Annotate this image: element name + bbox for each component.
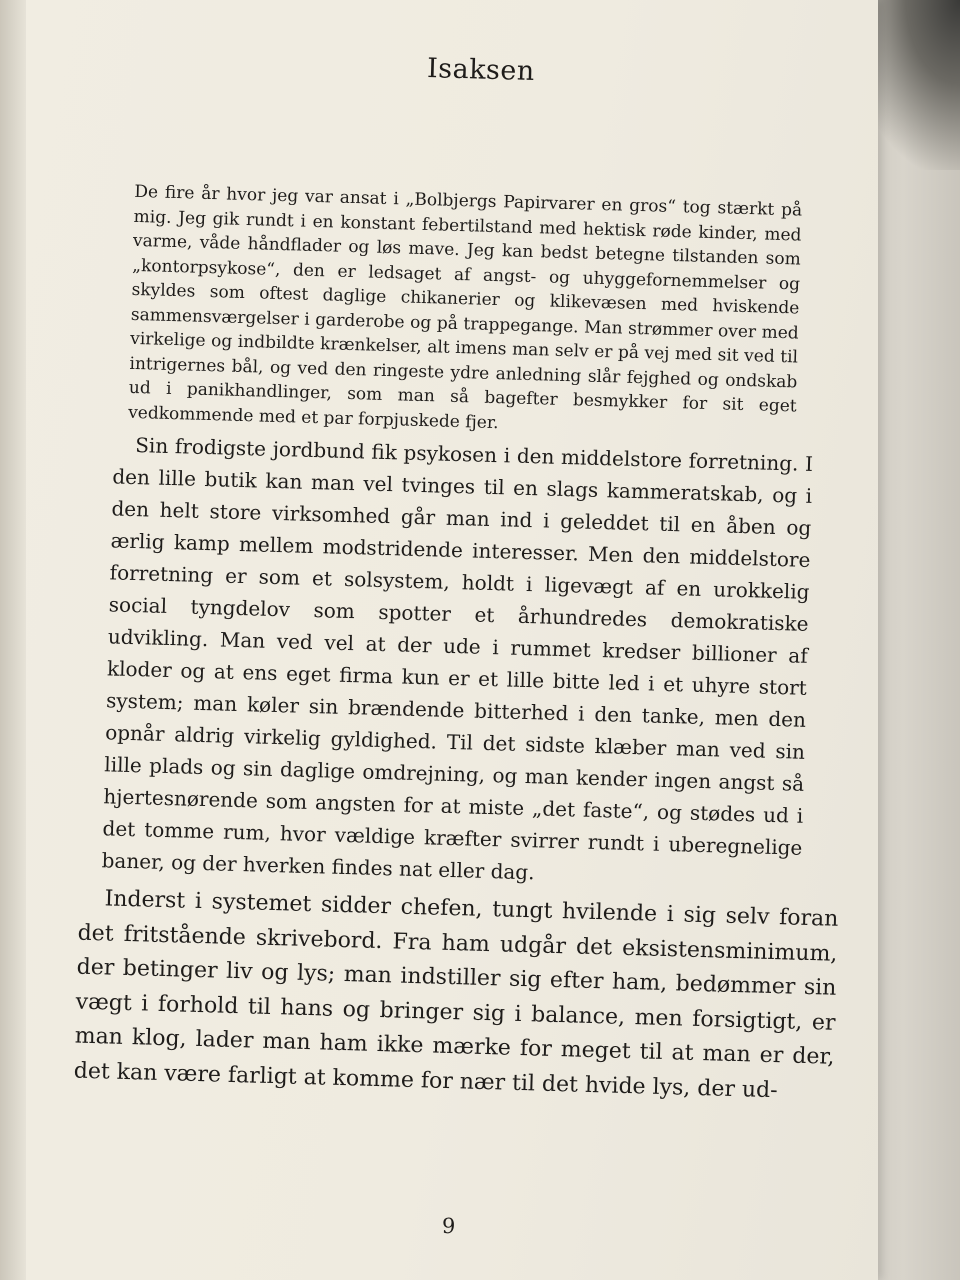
body-text <box>73 180 839 1108</box>
page-gutter <box>0 0 26 1280</box>
running-head: Isaksen <box>426 53 536 88</box>
paragraph-1: De fire år hvor jeg var ansat i „Bolbjergs Papirvarer en gros“ tog stærkt på mig. Jeg gik rundt i en konstant febertilstand med hektisk røde kinder, med varme, våde håndflader og løs mave. Jeg kan bedst betegne tilstanden som „kontorpsykose“, den er ledsaget af angst- og uhyggefornemmelser og skyldes som oftest daglige chikanerier og klikevæsen med hviskende sammensværgelser i garderobe og på trappegange. Man strømmer over med virkelige og indbildte krænkelser, alt imens man selv er på vej med sit ved til intrigernes bål, og ved den ringeste ydre anledning slår fejghed og ondskab ud i panikhandlinger, som man så bagefter besmykker for sit eget vedkommende med et par forpjuskede fjer. <box>127 181 803 433</box>
page-number: 9 <box>441 1213 456 1239</box>
next-pages-edge <box>865 0 960 1280</box>
paragraph-2: Sin frodigste jordbund fik psykosen i den middelstore forretning. I den lille butik kan man vel tvinges til en slags kammeratskab, og i den helt store virksomhed går man ind i geleddet til en åben og ærlig kamp mellem modstridende interesser. Men den middelstore forretning er som et solsystem, holdt i ligevægt af en urokkelig social tyngdelov som spotter et århundredes demokratiske udvikling. Man ved vel at der ude i rummet kredser billioner af kloder og at ens eget firma kun er et lille bitte led i et uhyre stort system; man køler sin brændende bitterhed i den tanke, men den opnår aldrig virkelig gyldighed. Til det sidste klæber man ved sin lille plads og sin daglige omdrejning, og man kender ingen angst så hjertesnørende som angsten for at miste „det faste“, og stødes ud i det tomme rum, hvor vældige kræfter svirrer rundt i uberegnelige baner, og der hverken findes nat eller dag. <box>101 433 814 885</box>
page-content <box>52 0 877 1280</box>
paragraph-3: Inderst i systemet sidder chefen, tungt hvilende i sig selv foran det fritstående skrivebord. Fra ham udgår det eksistensminimum, der betinger liv og lys; man indstiller sig efter ham, bedømmer sin vægt i forhold til hans og bringer sig i balance, men forsigtigt, er man klog, lader man ham ikke mærke for meget til at man er der, det kan være farligt at komme for nær til det hvide lys, der ud- <box>73 886 839 1103</box>
